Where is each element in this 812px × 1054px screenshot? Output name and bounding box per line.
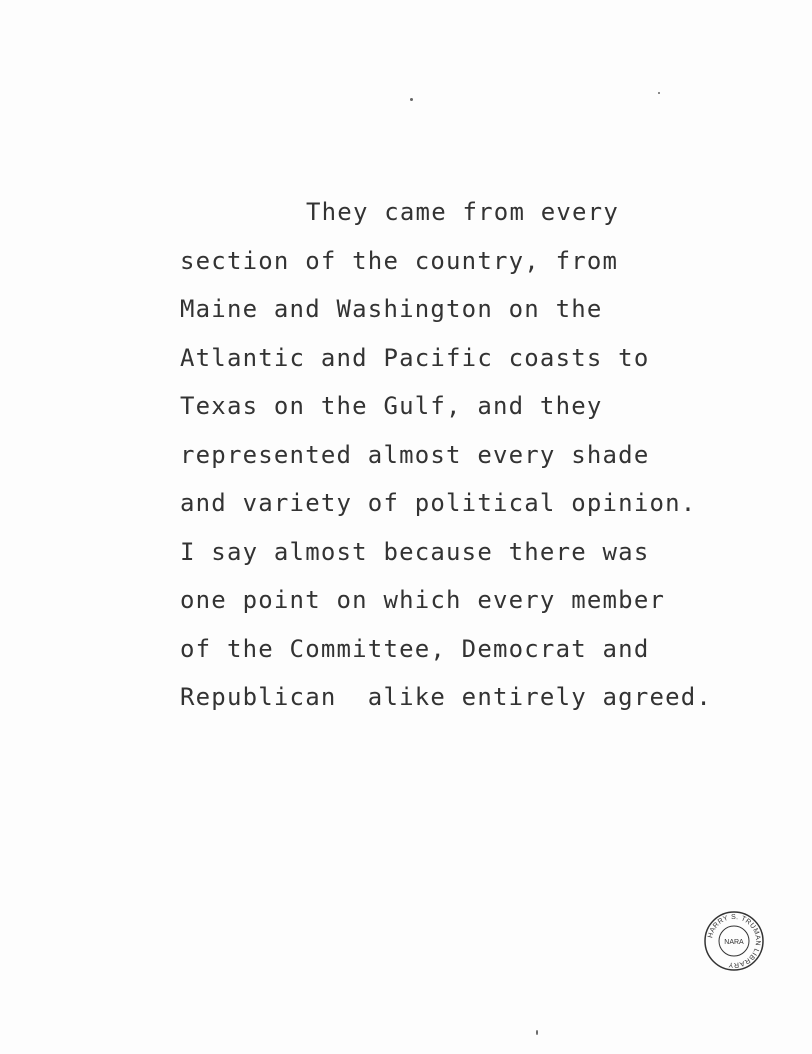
text-line: Maine and Washington on the [180,295,603,323]
typed-paragraph [180,188,780,722]
text-line: and variety of political opinion. [180,489,697,517]
paper-speck [410,98,413,101]
paper-speck [536,1030,538,1035]
stamp-ring-text: HARRY S. TRUMAN LIBRARY [707,913,762,969]
paper-speck [658,92,660,94]
text-line: Texas on the Gulf, and they [180,392,603,420]
text-line: I say almost because there was [180,537,650,566]
text-line: They came from every [306,198,619,226]
stamp-center-text: NARA [724,939,744,946]
library-stamp-icon [703,910,765,972]
text-line: one point on which every member [180,586,666,614]
text-line: represented almost every shade [180,440,650,469]
text-line: of the Committee, Democrat and [180,634,650,663]
text-line: Republican alike entirely agreed. [180,683,713,711]
text-line: section of the country, from [180,246,619,275]
text-line: Atlantic and Pacific coasts to [180,343,650,372]
